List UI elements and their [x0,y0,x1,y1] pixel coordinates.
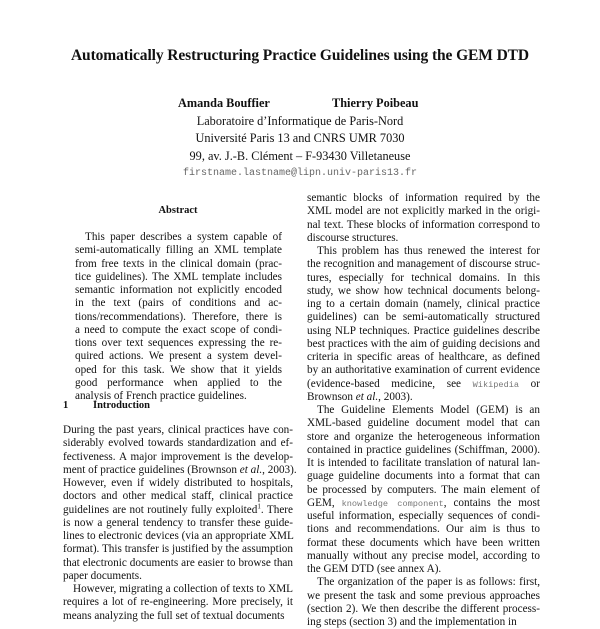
text-line: During the past years, clinical practices have con- [63,424,293,436]
text-line: good performance when applied to the [75,376,282,389]
text-line: means analyzing the full set of textual documents [63,609,285,622]
text-line: fectiveness. A major improvement is the develop- [63,450,293,463]
text-segment: , 2003). [262,463,297,476]
footnote-marker: 1 [257,501,261,510]
author-name: Thierry Poibeau [332,96,419,110]
text-line: guage guideline documents into a format that can [307,470,540,483]
text-line: paper documents. [63,569,142,582]
text-line: semantic blocks of information required by the [307,192,540,204]
text-line: we present the task and some previous approaches [307,589,540,602]
author-email: firstname.lastname@lipn.univ-paris13.fr [182,168,418,179]
section-heading [63,400,150,411]
text-line: the recognition and management of discourse struc- [307,258,540,271]
mono-text: Wikipedia [472,379,520,390]
affiliation-line: Université Paris 13 and CNRS UMR 7030 [195,131,405,145]
mono-text: knowledge component [341,498,444,509]
right-column-body [307,192,540,629]
section-number: 1 [63,400,69,411]
text-line: manually without any precise model, according to [307,549,540,562]
text-line: discourse structures. [307,231,399,244]
text-line: from free texts in the clinical domain (prac- [75,257,282,270]
paper-title: Automatically Restructuring Practice Guidelines using the GEM DTD [70,47,530,64]
text-line [307,378,540,391]
text-line: in the text (pairs of conditions and ac- [75,297,282,310]
text-line: semantic information not explicitly encoded [75,284,282,296]
text-line: ing steps (section 3) and the implementation in [307,616,517,628]
text-line: However, migrating a collection of texts to XML [73,583,293,595]
text-line: (section 2). We then describe the different process- [307,602,540,615]
section-title: Introduction [93,400,150,411]
text-line: tions over text sequences expressing the re- [75,337,282,349]
abstract-body [75,231,282,403]
text-line [63,501,293,517]
text-line: XML model are not explicitly marked in the origi- [307,205,540,218]
text-line: format these documents which have been written [307,536,540,549]
text-line: This paper describes a system capable of [85,231,282,243]
text-segment: . There [260,503,293,516]
left-column-body [63,424,297,623]
text-line: nal text. These blocks of information correspond to [307,218,540,231]
text-line: The Guideline Elements Model (GEM) is an [317,404,540,416]
text-line: by an authoritative examination of current evidence [307,364,540,377]
text-line: store and organize the heterogeneous information [307,430,540,443]
text-line: However, even if widely distributed to hospitals, [63,477,293,489]
text-line: quired actions. We present a system devel- [75,350,282,363]
text-segment: ment of practice guidelines (Brownson [63,463,240,476]
text-segment: guidelines are not routinely fully exploited [63,503,258,516]
affiliation-line: 99, av. J.-B. Clément – F-93430 Villetaneuse [189,149,411,163]
text-line: be processed by computers. The main element of [307,483,540,496]
text-line: The organization of the paper is as follows: first, [317,576,540,589]
text-line: semi-automatically filling an XML template [75,244,282,257]
text-line: It is intended to facilitate translation of natural lan- [307,457,540,469]
text-line: using NLP techniques. Practice guidelines describe [307,324,540,337]
text-line: study, we show how technical documents belong- [307,284,540,297]
text-line: tures, especially for technical domains. In this [307,271,540,284]
author-name: Amanda Bouffier [178,96,270,110]
text-segment: (evidence-based medicine, see [307,377,473,390]
text-line: ing to a certain domain (namely, clinical practice [307,298,540,310]
text-line: criteria in specific areas of healthcare, as defined [307,351,540,363]
text-line: is now a general tendency to transfer these guide- [63,516,293,529]
text-line: requires a lot of re-engineering. More precisely, it [63,596,293,609]
text-line: format). This transfer is justified by the assumption [63,543,293,556]
text-line: analysis of French practice guidelines. [75,390,247,402]
text-segment: or [519,377,540,390]
text-line: tice guidelines). The XML template includes [75,270,282,283]
affiliation-line: Laboratoire d’Informatique de Paris-Nord [196,114,404,128]
text-line: guidelines) can be semi-automatically structured [307,311,540,324]
text-line [63,463,297,477]
abstract-heading: Abstract [158,205,198,216]
text-line: that electronic documents are easier to browse than [63,556,293,569]
text-line: oped for this task. We show that it yields [75,363,282,376]
text-line [307,391,540,404]
text-line [307,497,540,510]
text-line: the GEM DTD (see annex A). [307,563,442,575]
italic-text: et al. [355,390,379,403]
text-line: This problem has thus renewed the interest for [317,245,540,257]
text-line: best practices with the aim of guiding decisions and [307,337,540,350]
text-line: contained in practice guidelines (Schiffman, 2000). [307,443,540,456]
text-line: XML-based guideline document model that can [307,417,540,430]
text-segment: GEM, [307,496,342,509]
text-line: useful information, especially sequences of condi- [307,510,540,522]
text-line: siderably evolved towards standardization and ef- [63,437,293,450]
text-line: tions and recommendations. Our aim is thus to [307,523,540,536]
text-line: lines to electronic devices (via an appropriate XML [63,530,294,542]
text-segment: , contains the most [443,496,540,509]
text-segment: Brownson [307,390,356,403]
text-line: tions/recommendations). Therefore, there is [75,310,282,323]
text-line: a need to compute the exact scope of condi- [75,323,282,336]
text-line: doctors and other medical staff, clinical practice [63,490,293,503]
text-segment: , 2003). [378,390,413,403]
italic-text: et al. [239,463,263,476]
